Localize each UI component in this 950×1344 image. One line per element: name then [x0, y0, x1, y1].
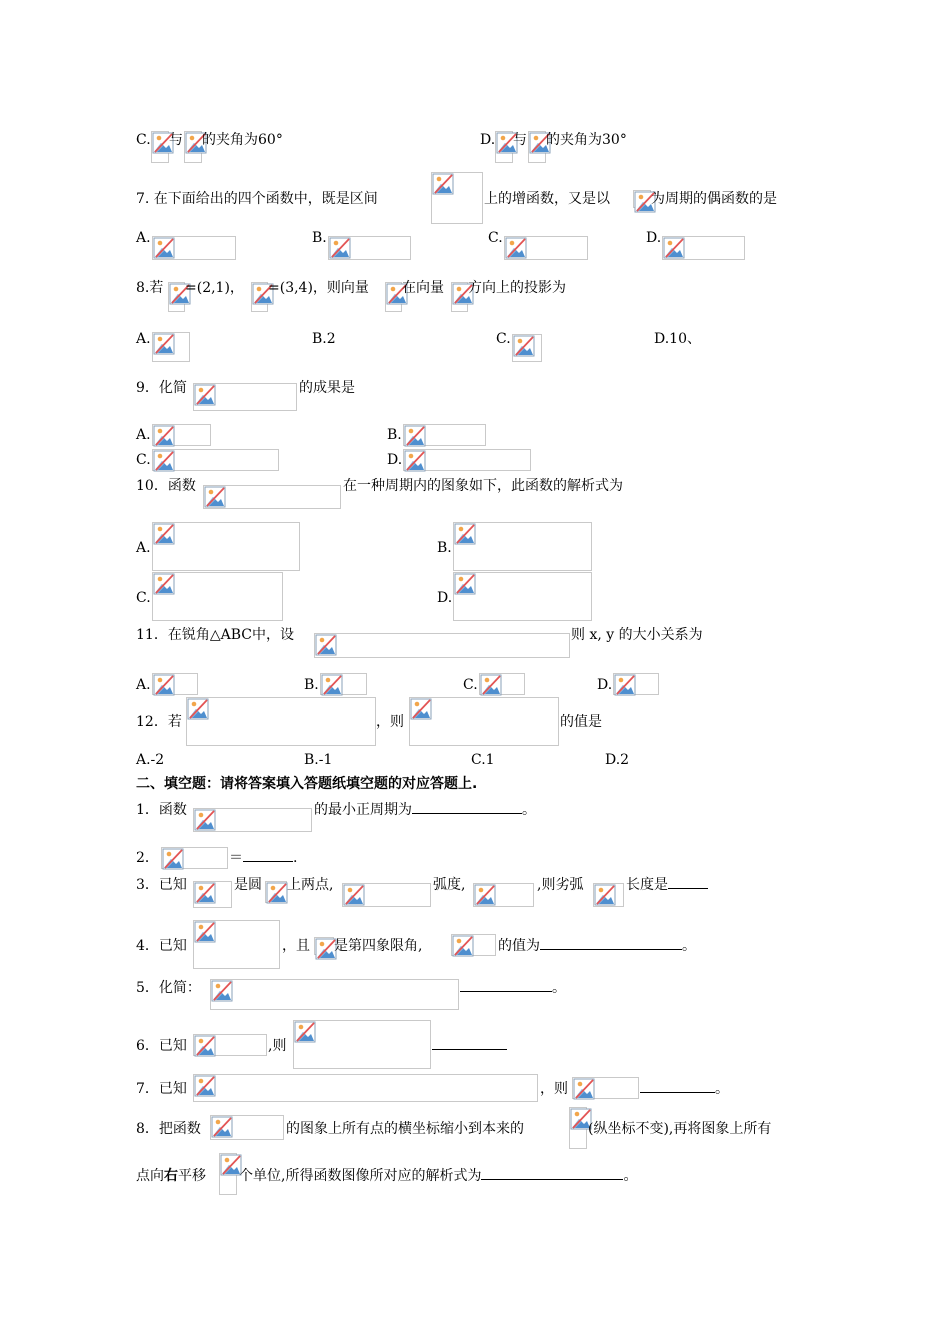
- f7-text-pre: 7．已知: [136, 1081, 187, 1097]
- formula-image: [152, 572, 283, 621]
- formula-image: [451, 282, 468, 312]
- f4-text-mid: ，且: [282, 938, 310, 954]
- formula-image: [314, 633, 570, 658]
- broken-image-icon: [211, 1116, 233, 1138]
- formula-image: [320, 673, 367, 695]
- f1-text-end: 的最小正周期为 。: [314, 802, 536, 818]
- f3-a3: 弧度,: [433, 877, 466, 893]
- formula-image: [152, 449, 279, 471]
- q12-option-a: A.-2: [136, 752, 165, 768]
- formula-image: [184, 131, 202, 163]
- broken-image-icon: [315, 634, 337, 656]
- broken-image-icon: [162, 848, 184, 870]
- formula-image: [152, 332, 190, 362]
- formula-image: [203, 485, 341, 509]
- formula-image: [219, 1153, 237, 1195]
- broken-image-icon: [614, 674, 636, 696]
- q12-option-d: D.2: [605, 752, 630, 768]
- broken-image-icon: [452, 935, 474, 957]
- answer-blank[interactable]: [432, 1037, 507, 1050]
- answer-blank[interactable]: [243, 849, 293, 862]
- broken-image-icon: [153, 425, 175, 447]
- formula-image: [193, 808, 312, 832]
- broken-image-icon: [153, 523, 175, 545]
- q8-v2: =(3,4)，则向量: [268, 280, 369, 296]
- f4-text-mid2: 是第四象限角,: [334, 938, 423, 954]
- broken-image-icon: [404, 425, 426, 447]
- answer-blank[interactable]: [668, 876, 708, 889]
- broken-image-icon: [573, 1078, 595, 1100]
- formula-image: [593, 883, 624, 907]
- f8-text-mid: 的图象上所有点的横坐标缩小到本来的: [286, 1121, 524, 1137]
- formula-image: [193, 920, 280, 969]
- broken-image-icon: [321, 674, 343, 696]
- formula-image: [409, 697, 559, 746]
- q9-option-b: B.: [387, 427, 402, 443]
- q8-mid: 在向量: [402, 280, 444, 296]
- q9-text-end: 的成果是: [299, 380, 355, 396]
- broken-image-icon: [294, 1021, 316, 1043]
- f4-text-pre: 4．已知: [136, 938, 187, 954]
- formula-image: [662, 236, 745, 260]
- broken-image-icon: [474, 884, 496, 906]
- section-heading: 二、填空题：请将答案填入答题纸填空题的对应答题上.: [136, 776, 478, 792]
- broken-image-icon: [204, 486, 226, 508]
- q10-option-b: B.: [437, 540, 452, 556]
- f8-text-pre: 8．把函数: [136, 1121, 201, 1137]
- q9-option-c: C.: [136, 452, 151, 468]
- q6-d-mid: 与: [513, 132, 527, 148]
- broken-image-icon: [329, 237, 351, 259]
- formula-image: [342, 883, 431, 907]
- q11-option-d: D.: [597, 677, 613, 693]
- formula-image: [314, 937, 334, 955]
- f1-text-pre: 1．函数: [136, 802, 187, 818]
- formula-image: [210, 979, 459, 1010]
- formula-image: [193, 1034, 267, 1056]
- formula-image: [193, 1074, 538, 1102]
- f6-blank: [432, 1037, 507, 1055]
- formula-image: [328, 236, 411, 260]
- q12-text-mid: ，则: [376, 714, 404, 730]
- f4-text-end: 的值为 。: [498, 938, 696, 954]
- broken-image-icon: [480, 674, 502, 696]
- f3-a2: 上两点,: [287, 877, 334, 893]
- q7-option-b: B.: [312, 230, 327, 246]
- broken-image-icon: [513, 335, 535, 357]
- broken-image-icon: [410, 698, 432, 720]
- f2-text-pre: 2．: [136, 850, 159, 866]
- formula-image: [403, 449, 531, 471]
- formula-image: [495, 131, 513, 163]
- formula-image: [403, 424, 486, 446]
- q10-option-c: C.: [136, 590, 151, 606]
- broken-image-icon: [194, 1075, 216, 1097]
- q6-option-d: D.: [480, 132, 496, 148]
- q12-text-end: 的值是: [560, 714, 602, 730]
- f5-text-end: 。: [460, 979, 566, 997]
- broken-image-icon: [594, 884, 616, 906]
- q7-text-pre: 7. 在下面给出的四个函数中，既是区间: [136, 191, 378, 207]
- q7-option-c: C.: [488, 230, 503, 246]
- f8-text-end: (纵坐标不变),再将图象上所有: [588, 1121, 772, 1137]
- broken-image-icon: [663, 237, 685, 259]
- formula-image: [152, 236, 236, 260]
- q8-option-a: A.: [136, 331, 151, 347]
- broken-image-icon: [266, 882, 288, 904]
- formula-image: [152, 522, 300, 571]
- broken-image-icon: [194, 921, 216, 943]
- answer-blank[interactable]: [460, 979, 552, 992]
- formula-image: [451, 934, 496, 956]
- formula-image: [186, 697, 376, 746]
- formula-image: [151, 131, 169, 163]
- q11-option-a: A.: [136, 677, 151, 693]
- broken-image-icon: [194, 809, 216, 831]
- broken-image-icon: [211, 980, 233, 1002]
- q10-option-a: A.: [136, 540, 151, 556]
- formula-image: [152, 424, 211, 446]
- broken-image-icon: [153, 237, 175, 259]
- formula-image: [161, 847, 228, 869]
- q10-text-pre: 10．函数: [136, 478, 196, 494]
- formula-image: [193, 383, 297, 411]
- broken-image-icon: [194, 1035, 216, 1057]
- f7-text-mid: ，则: [540, 1081, 568, 1097]
- broken-image-icon: [153, 674, 175, 696]
- answer-blank[interactable]: [640, 1080, 715, 1093]
- formula-image: [193, 881, 232, 908]
- formula-image: [431, 172, 483, 224]
- f8-line2-a: 点向右平移: [136, 1168, 206, 1184]
- q7-option-a: A.: [136, 230, 151, 246]
- q7-text-mid: 上的增函数，又是以: [484, 191, 610, 207]
- q9-option-a: A.: [136, 427, 151, 443]
- q9-option-d: D.: [387, 452, 403, 468]
- broken-image-icon: [404, 450, 426, 472]
- q11-option-c: C.: [463, 677, 478, 693]
- broken-image-icon: [187, 698, 209, 720]
- q8-option-b: B.2: [312, 331, 336, 347]
- formula-image: [210, 1115, 284, 1140]
- formula-image: [512, 334, 542, 362]
- f2-text-end: ＝ .: [229, 850, 298, 866]
- q11-option-b: B.: [304, 677, 319, 693]
- formula-image: [572, 1077, 639, 1099]
- formula-image: [168, 282, 185, 312]
- formula-image: [479, 673, 525, 695]
- f3-a4: ,则劣弧: [537, 877, 584, 893]
- q11-text-pre: 11．在锐角△ABC中，设: [136, 627, 294, 643]
- formula-image: [473, 883, 534, 907]
- broken-image-icon: [194, 882, 216, 904]
- formula-image: [613, 673, 659, 695]
- f7-text-end: 。: [640, 1080, 729, 1098]
- formula-image: [453, 522, 592, 571]
- q9-text-pre: 9．化简: [136, 380, 187, 396]
- q12-text-pre: 12．若: [136, 714, 182, 730]
- formula-image: [504, 236, 588, 260]
- q12-option-b: B.-1: [304, 752, 333, 768]
- formula-image: [569, 1107, 587, 1149]
- q10-option-d: D.: [437, 590, 453, 606]
- q10-text-end: 在一种周期内的图象如下，此函数的解析式为: [343, 478, 623, 494]
- q6-c-mid: 与: [169, 132, 183, 148]
- f3-a1: 是圆: [234, 877, 262, 893]
- q12-option-c: C.1: [471, 752, 495, 768]
- formula-image: [152, 673, 198, 695]
- q6-c-end: 的夹角为60°: [202, 132, 283, 148]
- formula-image: [528, 131, 546, 163]
- broken-image-icon: [454, 573, 476, 595]
- formula-image: [453, 572, 592, 621]
- f6-text-mid: ,则: [268, 1038, 287, 1054]
- broken-image-icon: [454, 523, 476, 545]
- broken-image-icon: [194, 384, 216, 406]
- answer-blank[interactable]: [540, 937, 682, 950]
- f5-text-pre: 5．化简：: [136, 980, 201, 996]
- formula-image: [251, 282, 268, 312]
- answer-blank[interactable]: [481, 1167, 623, 1180]
- q7-text-end: 为周期的偶函数的是: [651, 191, 777, 207]
- broken-image-icon: [153, 573, 175, 595]
- formula-image: [265, 881, 287, 903]
- q7-option-d: D.: [646, 230, 662, 246]
- q8-text-pre: 8.若: [136, 280, 164, 296]
- q6-option-c: C.: [136, 132, 151, 148]
- f3-text-pre: 3．已知: [136, 877, 187, 893]
- q8-v1: =(2,1)，: [185, 280, 244, 296]
- f3-text-end: 长度是: [626, 876, 708, 894]
- broken-image-icon: [505, 237, 527, 259]
- broken-image-icon: [343, 884, 365, 906]
- formula-image: [633, 190, 651, 208]
- f8-line2-d: 个单位,所得函数图像所对应的解析式为 。: [239, 1168, 638, 1184]
- q8-option-c: C.: [496, 331, 511, 347]
- formula-image: [293, 1020, 431, 1069]
- q8-end: 方向上的投影为: [468, 280, 566, 296]
- broken-image-icon: [153, 450, 175, 472]
- broken-image-icon: [432, 173, 454, 195]
- answer-blank[interactable]: [412, 801, 522, 814]
- q8-option-d: D.10、: [654, 331, 701, 347]
- broken-image-icon: [153, 333, 175, 355]
- q11-text-end: 则 x, y 的大小关系为: [571, 627, 703, 643]
- q6-d-end: 的夹角为30°: [546, 132, 627, 148]
- formula-image: [385, 282, 402, 312]
- f6-text-pre: 6．已知: [136, 1038, 187, 1054]
